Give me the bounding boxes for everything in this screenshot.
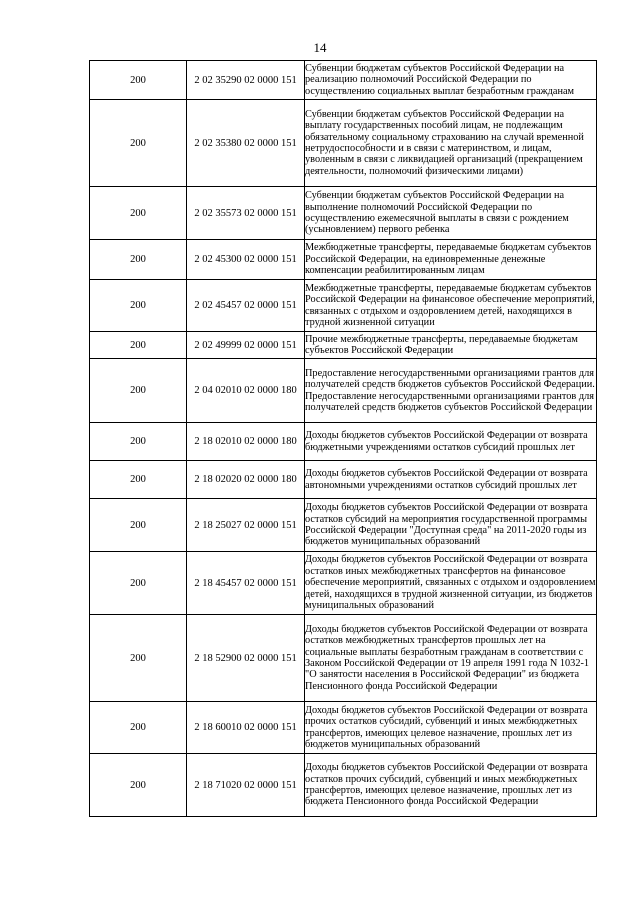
revenue-name-cell: Субвенции бюджетам субъектов Российской Федерации на реализацию полномочий Российской Федерации по осуществлению социальных выплат безработным гражданам xyxy=(305,61,597,100)
table-row xyxy=(90,359,597,423)
table-row xyxy=(90,187,597,240)
admin-code-cell: 200 xyxy=(90,423,187,461)
revenue-name-cell: Прочие межбюджетные трансферты, передаваемые бюджетам субъектов Российской Федерации xyxy=(305,332,597,359)
table-row xyxy=(90,423,597,461)
table-row xyxy=(90,754,597,817)
admin-code-cell: 200 xyxy=(90,702,187,754)
table-row xyxy=(90,61,597,100)
table-row xyxy=(90,499,597,552)
table-row xyxy=(90,702,597,754)
budget-code-cell: 2 02 35380 02 0000 151 xyxy=(187,100,305,187)
admin-code-cell: 200 xyxy=(90,187,187,240)
revenue-name-cell: Доходы бюджетов субъектов Российской Федерации от возврата остатков иных межбюджетных трансфертов на финансовое обеспечение мероприятий, связанных с отдыхом и оздоровлением детей, находящихся в трудной жизненной ситуации, из бюджетов муниципальных образований xyxy=(305,552,597,615)
budget-code-cell: 2 02 49999 02 0000 151 xyxy=(187,332,305,359)
admin-code-cell: 200 xyxy=(90,280,187,332)
admin-code-cell: 200 xyxy=(90,100,187,187)
admin-code-cell: 200 xyxy=(90,499,187,552)
admin-code-cell: 200 xyxy=(90,552,187,615)
table-row xyxy=(90,240,597,280)
budget-code-cell: 2 18 02020 02 0000 180 xyxy=(187,461,305,499)
table-row xyxy=(90,332,597,359)
budget-code-cell: 2 02 45457 02 0000 151 xyxy=(187,280,305,332)
revenue-name-cell: Доходы бюджетов субъектов Российской Федерации от возврата остатков прочих субсидий, субвенций и иных межбюджетных трансфертов, имеющих целевое назначение, прошлых лет из бюджета Пенсионного фонда Российской Федерации xyxy=(305,754,597,817)
budget-code-cell: 2 18 45457 02 0000 151 xyxy=(187,552,305,615)
admin-code-cell: 200 xyxy=(90,754,187,817)
admin-code-cell: 200 xyxy=(90,359,187,423)
budget-code-cell: 2 18 25027 02 0000 151 xyxy=(187,499,305,552)
admin-code-cell: 200 xyxy=(90,61,187,100)
table-body xyxy=(90,61,597,817)
admin-code-cell: 200 xyxy=(90,332,187,359)
table-row xyxy=(90,615,597,702)
revenue-name-cell: Субвенции бюджетам субъектов Российской Федерации на выполнение полномочий Российской Федерации по осуществлению ежемесячной выплаты в связи с рождением (усыновлением) первого ребенка xyxy=(305,187,597,240)
budget-code-cell: 2 02 45300 02 0000 151 xyxy=(187,240,305,280)
revenue-name-cell: Предоставление негосударственными организациями грантов для получателей средств бюджетов субъектов Российской Федерации. Предоставление негосударственными организациями грантов для получателей средств бюджетов субъектов Российской Федерации xyxy=(305,359,597,423)
revenue-name-cell: Межбюджетные трансферты, передаваемые бюджетам субъектов Российской Федерации на финансовое обеспечение мероприятий, связанных с отдыхом и оздоровлением детей, находящихся в трудной жизненной ситуации xyxy=(305,280,597,332)
revenue-name-cell: Доходы бюджетов субъектов Российской Федерации от возврата остатков субсидий на мероприятия государственной программы Российской Федерации "Доступная среда" на 2011-2020 годы из бюджетов муниципальных образований xyxy=(305,499,597,552)
table-row xyxy=(90,552,597,615)
budget-code-cell: 2 18 52900 02 0000 151 xyxy=(187,615,305,702)
budget-code-cell: 2 18 02010 02 0000 180 xyxy=(187,423,305,461)
revenue-name-cell: Субвенции бюджетам субъектов Российской Федерации на выплату государственных пособий лицам, не подлежащим обязательному социальному страхованию на случай временной нетрудоспособности и в связи с материнством, и лицам, уволенным в связи с ликвидацией организаций (прекращением деятельности, полномочий физическими лицами) xyxy=(305,100,597,187)
budget-classification-table xyxy=(89,60,597,817)
budget-code-cell: 2 18 71020 02 0000 151 xyxy=(187,754,305,817)
revenue-name-cell: Доходы бюджетов субъектов Российской Федерации от возврата прочих остатков субсидий, субвенций и иных межбюджетных трансфертов, имеющих целевое назначение, прошлых лет из бюджетов муниципальных образований xyxy=(305,702,597,754)
budget-code-cell: 2 02 35290 02 0000 151 xyxy=(187,61,305,100)
revenue-name-cell: Доходы бюджетов субъектов Российской Федерации от возврата автономными учреждениями остатков субсидий прошлых лет xyxy=(305,461,597,499)
budget-code-cell: 2 18 60010 02 0000 151 xyxy=(187,702,305,754)
admin-code-cell: 200 xyxy=(90,615,187,702)
table-row xyxy=(90,100,597,187)
budget-code-cell: 2 04 02010 02 0000 180 xyxy=(187,359,305,423)
table-row xyxy=(90,461,597,499)
page-number: 14 xyxy=(313,40,327,55)
revenue-name-cell: Межбюджетные трансферты, передаваемые бюджетам субъектов Российской Федерации, на единовременные денежные компенсации реабилитированным лицам xyxy=(305,240,597,280)
table-row xyxy=(90,280,597,332)
revenue-name-cell: Доходы бюджетов субъектов Российской Федерации от возврата остатков межбюджетных трансфертов прошлых лет на социальные выплаты безработным гражданам в соответствии с Законом Российской Федерации от 19 апреля 1991 года N 1032-1 "О занятости населения в Российской Федерации" из бюджета Пенсионного фонда Российской Федерации xyxy=(305,615,597,702)
admin-code-cell: 200 xyxy=(90,240,187,280)
budget-code-cell: 2 02 35573 02 0000 151 xyxy=(187,187,305,240)
revenue-name-cell: Доходы бюджетов субъектов Российской Федерации от возврата бюджетными учреждениями остатков субсидий прошлых лет xyxy=(305,423,597,461)
admin-code-cell: 200 xyxy=(90,461,187,499)
